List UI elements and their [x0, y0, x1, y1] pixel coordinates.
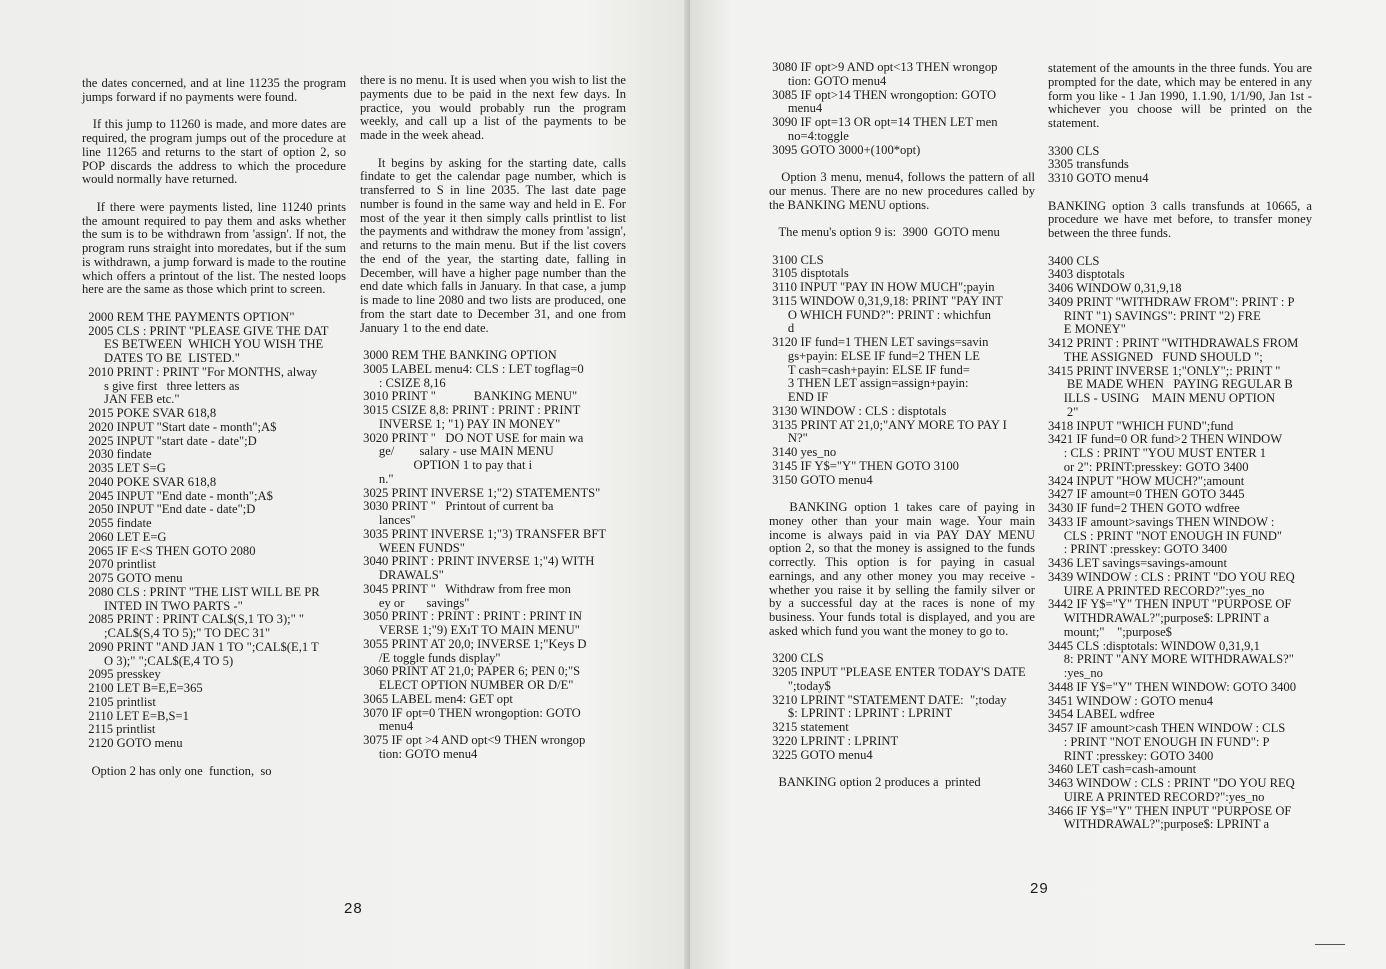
- paragraph: It begins by asking for the starting date, calls findate to get the calendar page number, which is transferred to S in line 2035. The last date page number is found in the same way and held in E. For most of the year it then simply calls printlist to list the payments and withdraw the money from 'assign', and returns to the main menu. But if the list covers the end of the year, the starting date, falling in December, will have a higher page number than the end date which falls in January. In that case, a jump is made to line 2080 and two lists are produced, one from the start date to December 31, and one from January 1 to the end date.: [360, 155, 630, 335]
- code-listing: 3080 IF opt>9 AND opt<13 THEN wrongop tion: GOTO menu4 3085 IF opt>14 THEN wrongoption: GOTO menu4 3090 IF opt=13 OR opt=14 THEN LET men no=4:toggle 3095 GOTO 3000+(100*opt): [772, 60, 998, 157]
- paragraph: statement of the amounts in the three funds. You are prompted for the date, which may be entered in any form you like - 1 Jan 1990, 1.1.90, 1/1/90, Jan 1st - whichever you choose will be printed on the statement.: [1048, 61, 1316, 130]
- paragraph: Option 3 menu, menu4, follows the pattern of all our menus. There are no new procedures called by the BANKING MENU options.: [769, 170, 1039, 212]
- paragraph: The menu's option 9 is: 3900 GOTO menu: [769, 225, 1000, 239]
- page-number-right: 29: [1030, 880, 1049, 897]
- right-page-column-1: [769, 60, 1039, 804]
- paragraph: there is no menu. It is used when you wish to list the payments due to be paid in the next few days. In practice, you would probably run the program weekly, and call up a list of the payments to be made in the week ahead.: [360, 73, 630, 142]
- paragraph: BANKING option 2 produces a printed: [769, 775, 981, 789]
- left-page: [0, 0, 690, 969]
- left-page-column-1: [82, 76, 350, 792]
- code-listing: 3400 CLS 3403 disptotals 3406 WINDOW 0,31,9,18 3409 PRINT "WITHDRAW FROM": PRINT : P RINT "1) SAVINGS": PRINT "2) FRE E MONEY" 3412 PRINT : PRINT "WITHDRAWALS FROM THE ASSIGNED FUND SHOULD "; 3415 PRINT INVERSE 1;"ONLY";: PRINT " BE MADE WHEN PAYING REGULAR B ILLS - USING MAIN MENU OPTION 2" 3418 INPUT "WHICH FUND";fund 3421 IF fund=0 OR fund>2 THEN WINDOW : CLS : PRINT "YOU MUST ENTER 1 or 2": PRINT:presskey: GOTO 3400 3424 INPUT "HOW MUCH?";amount 3427 IF amount=0 THEN GOTO 3445 3430 IF fund=2 THEN GOTO wdfree 3433 IF amount>savings THEN WINDOW : CLS : PRINT "NOT ENOUGH IN FUND" : PRINT :presskey: GOTO 3400 3436 LET savings=savings-amount 3439 WINDOW : CLS : PRINT "DO YOU REQ UIRE A PRINTED RECORD?":yes_no 3442 IF Y$="Y" THEN INPUT "PURPOSE OF WITHDRAWAL?";purpose$: LPRINT a mount;" ";purpose$ 3445 CLS :disptotals: WINDOW 0,31,9,1 8: PRINT "ANY MORE WITHDRAWALS?" :yes_no 3448 IF Y$="Y" THEN WINDOW: GOTO 3400 3451 WINDOW : GOTO menu4 3454 LABEL wdfree 3457 IF amount>cash THEN WINDOW : CLS : PRINT "NOT ENOUGH IN FUND": P RINT :presskey: GOTO 3400 3460 LET cash=cash-amount 3463 WINDOW : CLS : PRINT "DO YOU REQ UIRE A PRINTED RECORD?":yes_no 3466 IF Y$="Y" THEN INPUT "PURPOSE OF WITHDRAWAL?";purpose$: LPRINT a: [1048, 253, 1299, 832]
- left-page-column-2: [360, 73, 630, 775]
- paragraph: the dates concerned, and at line 11235 the program jumps forward if no payments were found.: [82, 76, 350, 104]
- paragraph: If there were payments listed, line 11240 prints the amount required to pay them and asks whether the sum is to be withdrawn from 'assign'. If not, the program runs straight into moredates, but if the sum is withdrawn, a jump forward is made to the routine which offers a printout of the list. The nested loops here are the same as those which print to screen.: [82, 199, 350, 297]
- code-listing: 3300 CLS 3305 transfunds 3310 GOTO menu4: [1048, 143, 1149, 185]
- paragraph: BANKING option 3 calls transfunds at 10665, a procedure we have met before, to transfer money between the three funds.: [1048, 198, 1316, 240]
- margin-mark: [1315, 944, 1345, 945]
- page-number-left: 28: [344, 900, 363, 917]
- right-page: [690, 0, 1386, 969]
- code-listing: 3200 CLS 3205 INPUT "PLEASE ENTER TODAY'S DATE ";today$ 3210 LPRINT "STATEMENT DATE: ";today $: LPRINT : LPRINT : LPRINT 3215 statement 3220 LPRINT : LPRINT 3225 GOTO menu4: [772, 651, 1026, 762]
- right-page-column-2: [1048, 61, 1316, 846]
- code-listing: 2000 REM THE PAYMENTS OPTION" 2005 CLS : PRINT "PLEASE GIVE THE DAT ES BETWEEN WHICH YOU WISH THE DATES TO BE LISTED." 2010 PRINT : PRINT "For MONTHS, alway s give first three letters as JAN FEB etc." 2015 POKE SVAR 618,8 2020 INPUT "Start date - month";A$ 2025 INPUT "start date - date";D 2030 findate 2035 LET S=G 2040 POKE SVAR 618,8 2045 INPUT "End date - month";A$ 2050 INPUT "End date - date";D 2055 findate 2060 LET E=G 2065 IF E<S THEN GOTO 2080 2070 printlist 2075 GOTO menu 2080 CLS : PRINT "THE LIST WILL BE PR INTED IN TWO PARTS -" 2085 PRINT : PRINT CAL$(S,1 TO 3);" " ;CAL$(S,4 TO 5);" TO DEC 31" 2090 PRINT "AND JAN 1 TO ";CAL$(E,1 T O 3);" ";CAL$(E,4 TO 5) 2095 presskey 2100 LET B=E,E=365 2105 printlist 2110 LET E=B,S=1 2115 printlist 2120 GOTO menu: [88, 309, 329, 750]
- code-listing: 3100 CLS 3105 disptotals 3110 INPUT "PAY IN HOW MUCH";payin 3115 WINDOW 0,31,9,18: PRINT "PAY INT O WHICH FUND?": PRINT : whichfun d 3120 IF fund=1 THEN LET savings=savin gs+payin: ELSE IF fund=2 THEN LE T cash=cash+payin: ELSE IF fund= 3 THEN LET assign=assign+payin: END IF 3130 WINDOW : CLS : disptotals 3135 PRINT AT 21,0;"ANY MORE TO PAY I N?" 3140 yes_no 3145 IF Y$="Y" THEN GOTO 3100 3150 GOTO menu4: [772, 252, 1007, 487]
- paragraph: BANKING option 1 takes care of paying in money other than your main wage. Your main income is always paid in via PAY DAY MENU option 2, so that the money is assigned to the funds correctly. This option is for paying in casual earnings, and any other money you may receive - whether you raise it by selling the family silver or by a successful day at the races is none of my business. Your funds total is displayed, and you are asked which fund you want the money to go to.: [769, 500, 1039, 638]
- paragraph: Option 2 has only one function, so: [82, 763, 272, 778]
- code-listing: 3000 REM THE BANKING OPTION 3005 LABEL menu4: CLS : LET togflag=0 : CSIZE 8,16 3010 PRINT " BANKING MENU" 3015 CSIZE 8,8: PRINT : PRINT : PRINT INVERSE 1; "1) PAY IN MONEY" 3020 PRINT " DO NOT USE for main wa ge/ salary - use MAIN MENU OPTION 1 to pay that i n." 3025 PRINT INVERSE 1;"2) STATEMENTS" 3030 PRINT " Printout of current ba lances" 3035 PRINT INVERSE 1;"3) TRANSFER BFT WEEN FUNDS" 3040 PRINT : PRINT INVERSE 1;"4) WITH DRAWALS" 3045 PRINT " Withdraw from free mon ey or savings" 3050 PRINT : PRINT : PRINT : PRINT IN VERSE 1;"9) EXıT TO MAIN MENU" 3055 PRINT AT 20,0; INVERSE 1;"Keys D /E toggle funds display" 3060 PRINT AT 21,0; PAPER 6; PEN 0;"S ELECT OPTION NUMBER OR D/E" 3065 LABEL men4: GET opt 3070 IF opt=0 THEN wrongoption: GOTO menu4 3075 IF opt >4 AND opt<9 THEN wrongop tion: GOTO menu4: [363, 348, 607, 761]
- paragraph: If this jump to 11260 is made, and more dates are required, the program jumps out of the procedure at line 11265 and returns to the start of option 2, so POP discards the address to which the procedure would normally have returned.: [82, 117, 350, 187]
